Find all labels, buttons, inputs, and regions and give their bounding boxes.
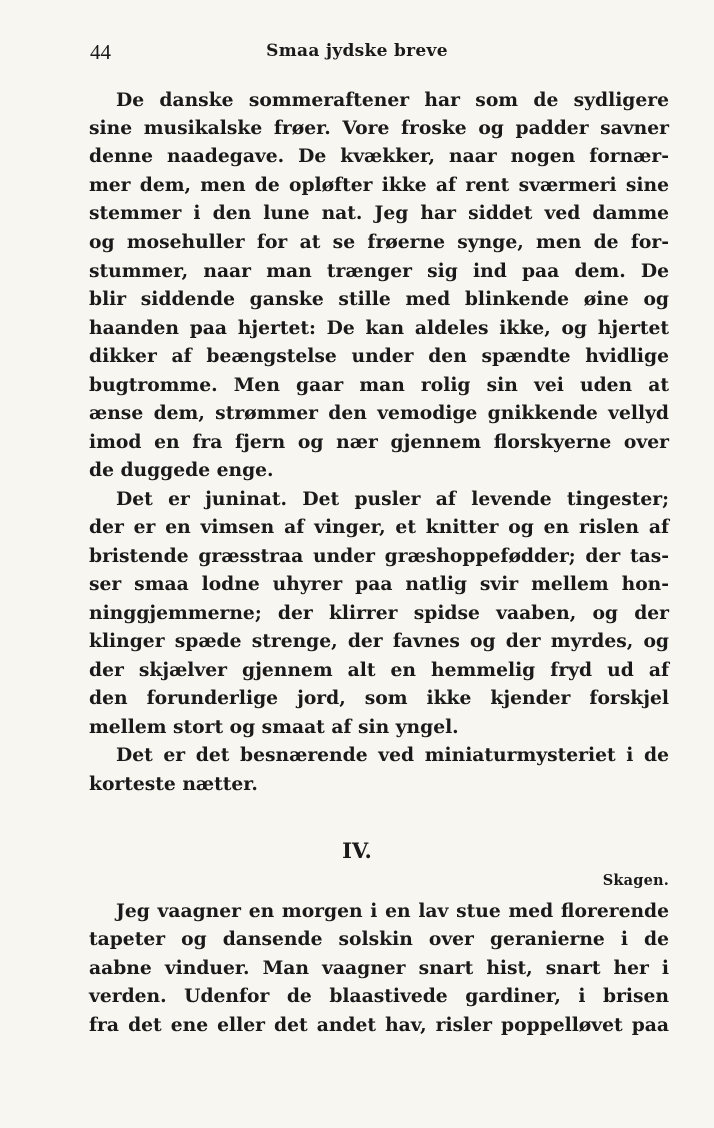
- text-line: dikker af beængstelse under den spændte hvidlige: [89, 345, 669, 367]
- text-line: Jeg vaagner en morgen i en lav stue med florerende: [116, 900, 669, 922]
- place-heading: Skagen.: [602, 872, 669, 889]
- text-line: mer dem, men de opløfter ikke af rent sværmeri sine: [89, 174, 669, 196]
- text-line: Det er juninat. Det pusler af levende tingester;: [116, 488, 669, 510]
- text-line: imod en fra fjern og nær gjennem florskyerne over: [89, 431, 669, 453]
- text-line: tapeter og dansende solskin over geranierne i de: [89, 928, 669, 950]
- text-line: sine musikalske frøer. Vore froske og padder savner: [89, 117, 669, 139]
- text-line: stummer, naar man trænger sig ind paa dem. De: [89, 260, 669, 282]
- section-heading: IV.: [342, 838, 372, 863]
- text-line: ninggjemmerne; der klirrer spidse vaaben, og der: [89, 602, 669, 624]
- text-line: klinger spæde strenge, der favnes og der myrdes, og: [89, 630, 669, 652]
- text-line: bugtromme. Men gaar man rolig sin vei uden at: [89, 374, 669, 396]
- text-line: der er en vimsen af vinger, et knitter og en rislen af: [89, 516, 669, 538]
- text-line: de duggede enge.: [89, 459, 274, 481]
- text-line: mellem stort og smaat af sin yngel.: [89, 716, 459, 738]
- running-title: Smaa jydske breve: [266, 41, 448, 61]
- text-line: haanden paa hjertet: De kan aldeles ikke, og hjertet: [89, 317, 669, 339]
- text-line: denne naadegave. De kvækker, naar nogen fornær-: [89, 145, 669, 167]
- text-line: Det er det besnærende ved miniaturmysteriet i de: [116, 744, 669, 766]
- text-line: stemmer i den lune nat. Jeg har siddet ved damme: [89, 202, 669, 224]
- text-line: aabne vinduer. Man vaagner snart hist, snart her i: [89, 957, 669, 979]
- text-line: den forunderlige jord, som ikke kjender forskjel: [89, 687, 669, 709]
- text-line: verden. Udenfor de blaastivede gardiner, i brisen: [89, 985, 669, 1007]
- text-line: bristende græsstraa under græshoppefødder; der tas-: [89, 545, 669, 567]
- text-line: De danske sommeraftener har som de sydligere: [116, 89, 669, 111]
- text-line: korteste nætter.: [89, 773, 258, 795]
- page-number: 44: [90, 40, 111, 64]
- text-line: blir siddende ganske stille med blinkende øine og: [89, 288, 669, 310]
- text-line: og mosehuller for at se frøerne synge, men de for-: [89, 231, 669, 253]
- text-line: ænse dem, strømmer den vemodige gnikkende vellyd: [89, 402, 669, 424]
- text-line: fra det ene eller det andet hav, risler poppelløvet paa: [89, 1014, 669, 1036]
- text-line: der skjælver gjennem alt en hemmelig fryd ud af: [89, 659, 669, 681]
- text-line: ser smaa lodne uhyrer paa natlig svir mellem hon-: [89, 573, 669, 595]
